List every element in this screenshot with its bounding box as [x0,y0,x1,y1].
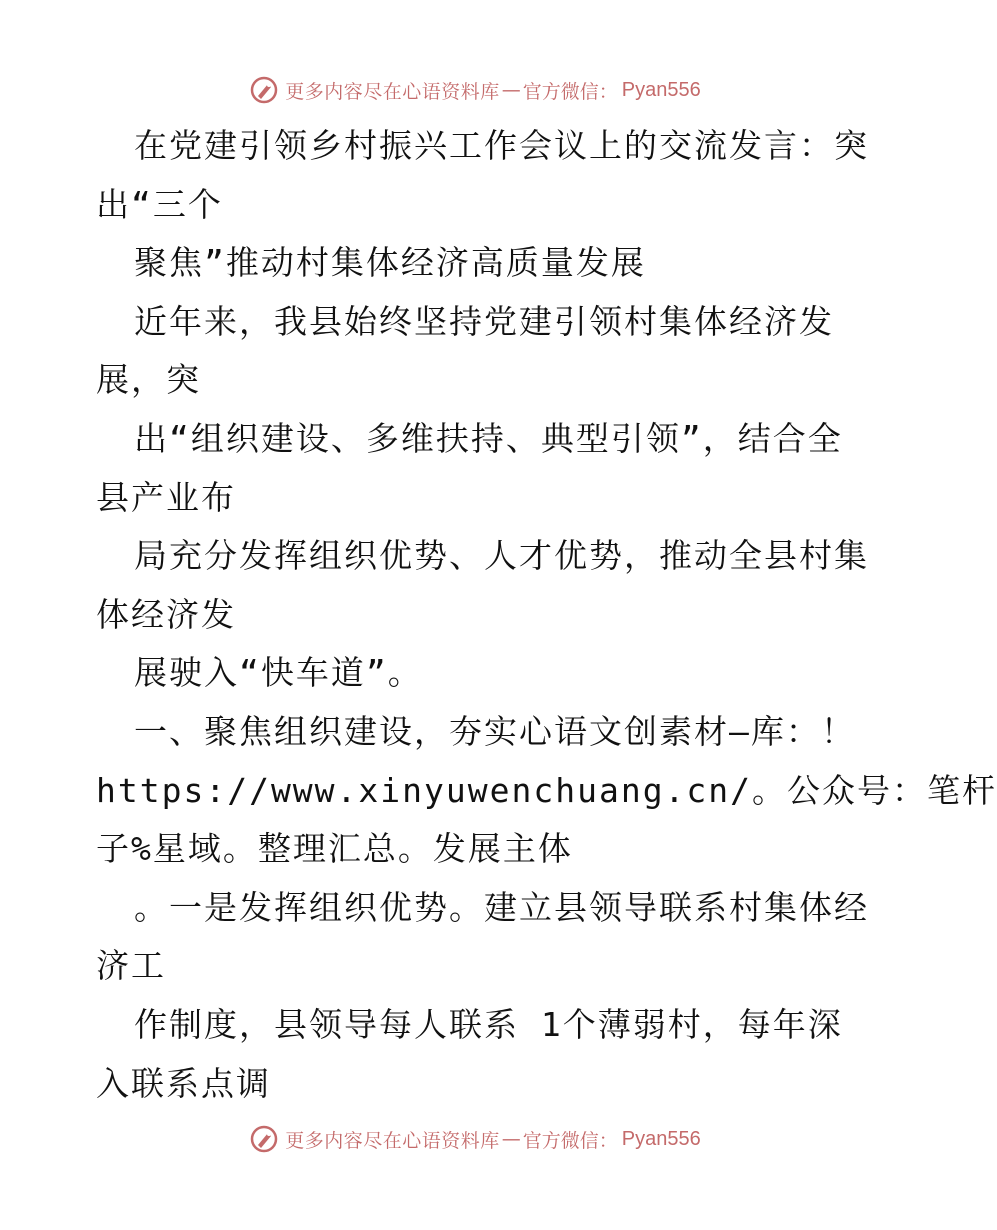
banner-contact-label: 官方微信： [522,80,618,103]
banner-separator: — [501,79,521,101]
body-line: 聚焦”推动村集体经济高质量发展 [134,243,646,283]
banner-contact-id: Pyan556 [621,78,701,101]
body-line: 一、聚焦组织建设，夯实心语文创素材—库：！ [134,711,856,751]
body-line: 展驶入“快车道”。 [134,653,423,693]
banner-slogan: 更多内容尽在心语资料库 [285,1129,500,1152]
banner-contact-label: 官方微信： [522,1129,618,1152]
body-line: 近年来，我县始终坚持党建引领村集体经济发 [134,301,834,341]
document-body [96,117,997,1113]
body-line: 县产业布 [96,477,236,517]
body-line: 子%星域。整理汇总。发展主体 [96,829,573,869]
body-line: 体经济发 [96,594,236,634]
body-line: 入联系点调 [96,1063,271,1103]
banner-separator: — [501,1128,521,1150]
header-watermark-banner [0,70,950,110]
banner-slogan: 更多内容尽在心语资料库 [285,80,500,103]
body-line: 展，突 [96,360,201,400]
body-line: 局充分发挥组织优势、人才优势，推动全县村集 [134,536,869,576]
banner-contact-id: Pyan556 [621,1127,701,1150]
body-line: 出“组织建设、多维扶持、典型引领”，结合全 [134,418,843,458]
pen-nib-circle-icon [249,75,279,105]
body-line: 作制度，县领导每人联系 1个薄弱村，每年深 [134,1004,843,1044]
pen-nib-circle-icon [249,1124,279,1154]
body-line: 济工 [96,946,166,986]
body-line: 在党建引领乡村振兴工作会议上的交流发言：突 [134,126,869,165]
body-line: 。一是发挥组织优势。建立县领导联系村集体经 [134,887,869,927]
footer-watermark-banner [0,1119,950,1159]
body-line: https://www.xinyuwenchuang.cn/。公众号：笔杆 [96,770,997,810]
body-line: 出“三个 [96,184,223,224]
